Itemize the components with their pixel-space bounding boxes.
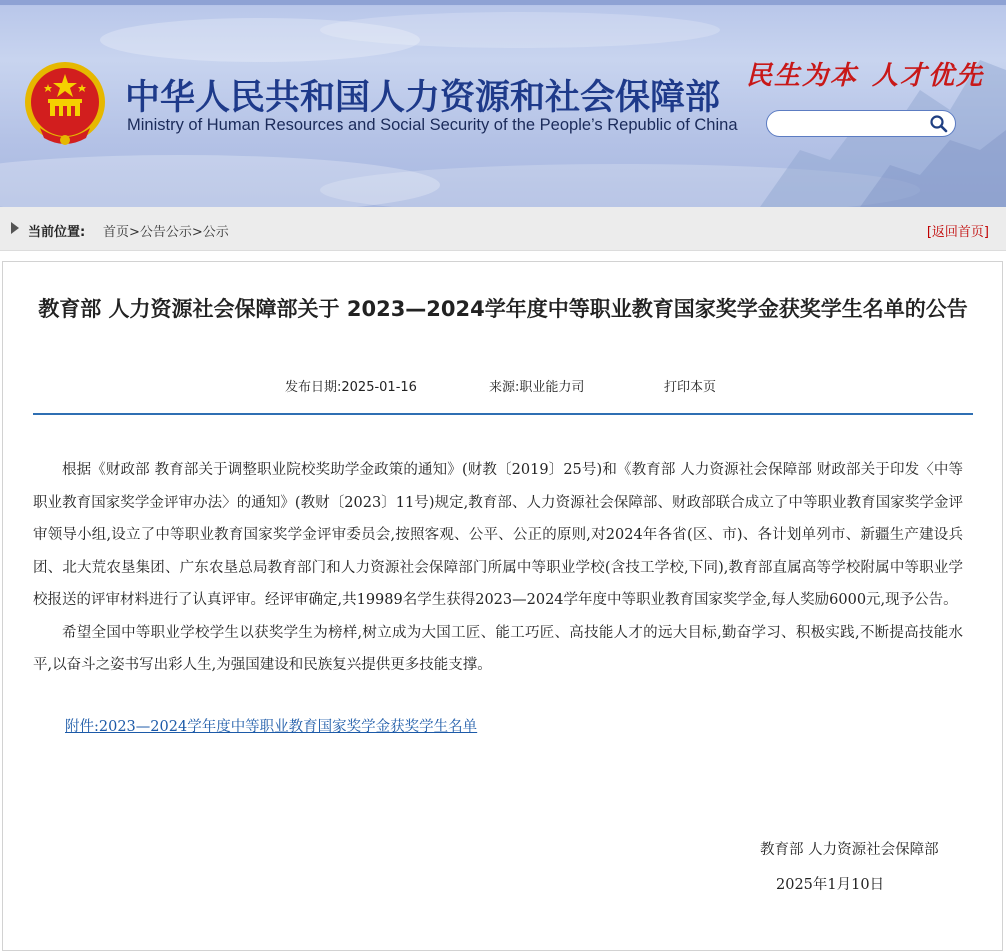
attachment-link[interactable]: 附件:2023—2024学年度中等职业教育国家奖学金获奖学生名单 xyxy=(65,719,478,735)
ministry-title-chinese: 中华人民共和国人力资源和社会保障部 xyxy=(125,78,721,118)
search-box xyxy=(766,110,956,137)
national-emblem-icon xyxy=(20,58,110,150)
site-header xyxy=(0,0,1006,207)
article-meta xyxy=(285,376,717,395)
search-icon[interactable] xyxy=(929,114,949,134)
search-input[interactable] xyxy=(777,114,931,135)
signature-date: 2025年1月10日 xyxy=(776,877,885,893)
slogan-left: 民生为本 xyxy=(746,61,859,91)
ministry-title-english: Ministry of Human Resources and Social Security of the People’s Republic of China xyxy=(127,116,738,134)
print-link[interactable]: 打印本页 xyxy=(664,380,717,395)
signature: 教育部 人力资源社会保障部 xyxy=(760,842,939,858)
title-divider xyxy=(33,413,973,415)
breadcrumb-label: 当前位置: xyxy=(28,225,86,240)
breadcrumb[interactable]: 首页>公告公示>公示 xyxy=(103,225,229,240)
breadcrumb-bar xyxy=(0,207,1006,251)
article-body xyxy=(33,454,963,682)
article-paragraph-2: 希望全国中等职业学校学生以获奖学生为榜样,树立成为大国工匠、能工巧匠、高技能人才的远大目标,勤奋学习、积极实践,不断提高技能水平,以奋斗之姿书写出彩人生,为强国建设和民族复兴提供更多技能支撑。 xyxy=(33,624,963,673)
publish-date: 发布日期:2025-01-16 xyxy=(285,380,417,395)
slogan-right: 人才优先 xyxy=(872,61,985,91)
article-paragraph-1: 根据《财政部 教育部关于调整职业院校奖助学金政策的通知》(财教〔2019〕25号)和《教育部 人力资源社会保障部 财政部关于印发〈中等职业教育国家奖学金评审办法〉的通知》(教财〔2023〕11号)规定,教育部、人力资源社会保障部、财政部联合成立了中等职业教育国家奖学金评审领导小组,设立了中等职业教育国家奖学金评审委员会,按照客观、公平、公正的原则,对2024年各省(区、市)、各计划单列市、新疆生产建设兵团、北大荒农垦集团、广东农垦总局教育部门和人力资源社会保障部门所属中等职业学校(含技工学校,下同),教育部直属高等学校附属中等职业学校报送的评审材料进行了认真评审。经评审确定,共19989名学生获得2023—2024学年度中等职业教育国家奖学金,每人奖励6000元,现予公告。 xyxy=(33,462,963,608)
slogan xyxy=(746,55,998,92)
article-title: 教育部 人力资源社会保障部关于 2023—2024学年度中等职业教育国家奖学金获奖学生名单的公告 xyxy=(38,297,968,321)
article-source: 来源:职业能力司 xyxy=(489,380,585,395)
triangle-right-icon xyxy=(11,222,19,234)
back-home-link[interactable]: [返回首页] xyxy=(926,225,989,240)
